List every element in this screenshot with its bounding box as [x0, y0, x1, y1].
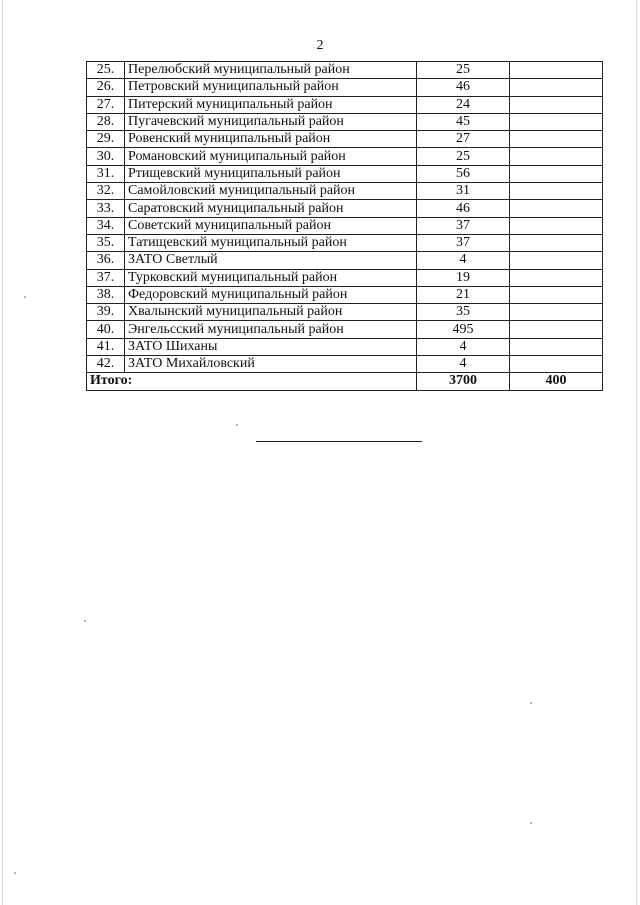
table-row: [87, 200, 603, 217]
row-number: 39.: [87, 304, 125, 321]
row-extra: [510, 356, 603, 373]
table-row: [87, 148, 603, 165]
row-extra: [510, 165, 603, 182]
row-name: Турковский муниципальный район: [125, 269, 417, 286]
row-value: 25: [417, 62, 510, 79]
scan-speck: [84, 620, 86, 622]
row-value: 46: [417, 79, 510, 96]
row-number: 35.: [87, 234, 125, 251]
row-number: 36.: [87, 252, 125, 269]
table-body: [87, 62, 603, 391]
row-number: 26.: [87, 79, 125, 96]
scan-speck: [14, 872, 16, 874]
total-row: [87, 373, 603, 390]
table-row: [87, 113, 603, 130]
row-value: 19: [417, 269, 510, 286]
row-name: Перелюбский муниципальный район: [125, 62, 417, 79]
table-row: [87, 356, 603, 373]
row-value: 24: [417, 96, 510, 113]
row-name: ЗАТО Шиханы: [125, 338, 417, 355]
row-extra: [510, 131, 603, 148]
row-number: 29.: [87, 131, 125, 148]
row-value: 37: [417, 234, 510, 251]
table-row: [87, 165, 603, 182]
table-row: [87, 321, 603, 338]
total-value: 3700: [417, 373, 510, 390]
row-name: Федоровский муниципальный район: [125, 286, 417, 303]
row-number: 34.: [87, 217, 125, 234]
row-name: Энгельсский муниципальный район: [125, 321, 417, 338]
separator-line: [256, 441, 422, 442]
row-value: 35: [417, 304, 510, 321]
table-row: [87, 304, 603, 321]
scan-speck: [530, 822, 532, 824]
table-row: [87, 131, 603, 148]
scan-edge-left: [2, 0, 3, 905]
row-name: Хвалынский муниципальный район: [125, 304, 417, 321]
scan-speck: [530, 702, 532, 704]
row-name: Ровенский муниципальный район: [125, 131, 417, 148]
row-number: 38.: [87, 286, 125, 303]
row-extra: [510, 79, 603, 96]
row-name: Питерский муниципальный район: [125, 96, 417, 113]
row-name: Романовский муниципальный район: [125, 148, 417, 165]
scan-edge-right: [636, 0, 637, 905]
row-name: ЗАТО Михайловский: [125, 356, 417, 373]
row-value: 27: [417, 131, 510, 148]
row-value: 45: [417, 113, 510, 130]
row-name: Пугачевский муниципальный район: [125, 113, 417, 130]
table-row: [87, 62, 603, 79]
row-value: 4: [417, 338, 510, 355]
row-extra: [510, 234, 603, 251]
scan-speck: [236, 424, 238, 426]
row-extra: [510, 200, 603, 217]
row-value: 4: [417, 252, 510, 269]
row-value: 495: [417, 321, 510, 338]
table-row: [87, 234, 603, 251]
row-value: 37: [417, 217, 510, 234]
table-row: [87, 79, 603, 96]
total-extra: 400: [510, 373, 603, 390]
row-extra: [510, 217, 603, 234]
row-extra: [510, 338, 603, 355]
row-value: 4: [417, 356, 510, 373]
row-extra: [510, 321, 603, 338]
row-extra: [510, 96, 603, 113]
row-number: 37.: [87, 269, 125, 286]
row-number: 33.: [87, 200, 125, 217]
row-name: Саратовский муниципальный район: [125, 200, 417, 217]
row-extra: [510, 269, 603, 286]
row-number: 41.: [87, 338, 125, 355]
table-row: [87, 183, 603, 200]
table-row: [87, 338, 603, 355]
row-name: Петровский муниципальный район: [125, 79, 417, 96]
row-number: 42.: [87, 356, 125, 373]
row-value: 46: [417, 200, 510, 217]
row-name: Татищевский муниципальный район: [125, 234, 417, 251]
row-number: 25.: [87, 62, 125, 79]
row-name: Советский муниципальный район: [125, 217, 417, 234]
row-extra: [510, 252, 603, 269]
table-row: [87, 96, 603, 113]
row-name: Ртищевский муниципальный район: [125, 165, 417, 182]
table-row: [87, 217, 603, 234]
row-name: ЗАТО Светлый: [125, 252, 417, 269]
row-number: 28.: [87, 113, 125, 130]
scan-speck: [24, 296, 26, 298]
row-extra: [510, 148, 603, 165]
row-value: 56: [417, 165, 510, 182]
row-name: Самойловский муниципальный район: [125, 183, 417, 200]
row-extra: [510, 62, 603, 79]
row-extra: [510, 304, 603, 321]
table-row: [87, 286, 603, 303]
total-label: Итого:: [87, 373, 417, 390]
table-row: [87, 252, 603, 269]
row-number: 30.: [87, 148, 125, 165]
row-value: 31: [417, 183, 510, 200]
row-value: 21: [417, 286, 510, 303]
row-number: 27.: [87, 96, 125, 113]
row-number: 32.: [87, 183, 125, 200]
row-extra: [510, 113, 603, 130]
row-extra: [510, 183, 603, 200]
row-number: 31.: [87, 165, 125, 182]
table-row: [87, 269, 603, 286]
page-number: 2: [316, 38, 324, 53]
row-value: 25: [417, 148, 510, 165]
row-extra: [510, 286, 603, 303]
district-table: [86, 61, 603, 391]
row-number: 40.: [87, 321, 125, 338]
